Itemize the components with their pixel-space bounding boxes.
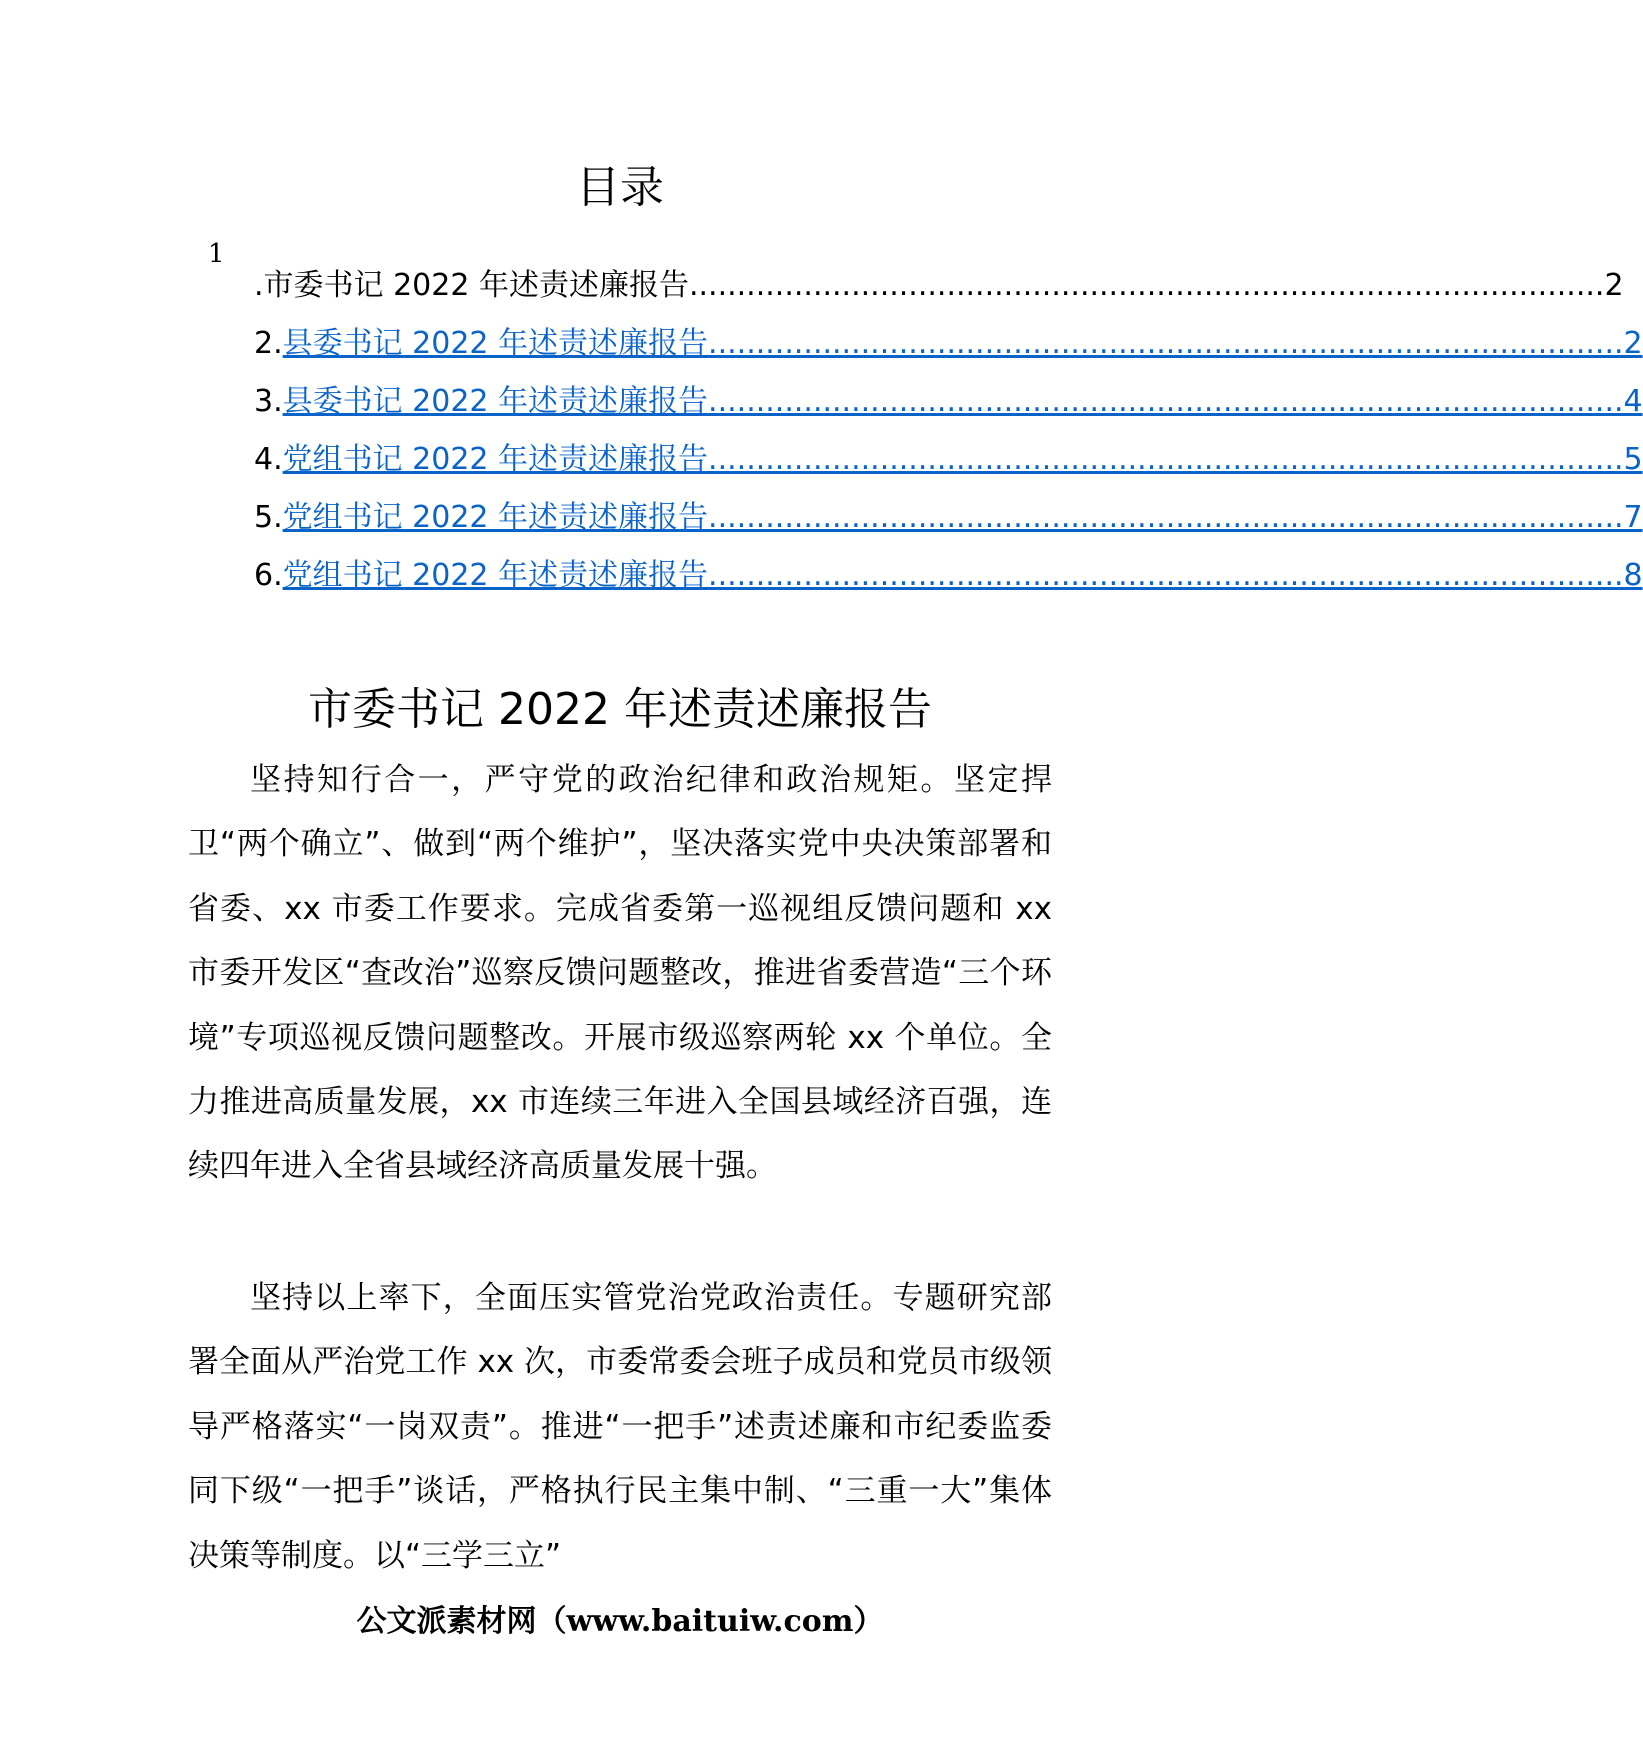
toc-entry-4[interactable]	[254, 438, 1643, 482]
toc-entry-text: .市委书记 2022 年述责述廉报告	[254, 268, 689, 303]
toc-leader-dots: ................................................................................................	[708, 500, 1624, 535]
toc-entry-number: 3.	[254, 384, 283, 419]
toc-entry-6[interactable]	[254, 554, 1643, 598]
toc-entry-page[interactable]: 8	[1623, 558, 1643, 593]
body-paragraph-1: 坚持知行合一，严守党的政治纪律和政治规矩。坚定捍卫“两个确立”、做到“两个维护”，坚决落实党中央决策部署和省委、xx 市委工作要求。完成省委第一巡视组反馈问题和 xx 市委开发区“查改治”巡察反馈问题整改，推进省委营造“三个环境”专项巡视反馈问题整改。开展市级巡察两轮 xx 个单位。全力推进高质量发展，xx 市连续三年进入全国县域经济百强，连续四年进入全省县域经济高质量发展十强。	[188, 762, 1052, 1185]
toc-leader-dots: ................................................................................................	[708, 558, 1624, 593]
report-title: 市委书记 2022 年述责述廉报告	[308, 684, 932, 735]
toc-entry-page[interactable]: 7	[1623, 500, 1643, 535]
body-paragraph-2: 坚持以上率下，全面压实管党治党政治责任。专题研究部署全面从严治党工作 xx 次，市委常委会班子成员和党员市级领导严格落实“一岗双责”。推进“一把手”述责述廉和市纪委监委同下级“一把手”谈话，严格执行民主集中制、“三重一大”集体决策等制度。以“三学三立”	[188, 1280, 1052, 1574]
toc-leader-dots: ................................................................................................	[688, 268, 1605, 303]
toc-entry-page: 2	[1604, 268, 1624, 303]
toc-entry-link-text[interactable]: 党组书记 2022 年述责述廉报告	[282, 442, 709, 477]
toc-entry-number: 4.	[254, 442, 283, 477]
toc-leader-dots: ................................................................................................	[708, 326, 1624, 361]
toc-entry-2[interactable]	[254, 322, 1643, 366]
toc-entry-1[interactable]	[254, 264, 1624, 308]
toc-title: 目录	[576, 162, 664, 213]
toc-entry-page[interactable]: 5	[1623, 442, 1643, 477]
toc-entry-number: 2.	[254, 326, 283, 361]
toc-entry-number: 5.	[254, 500, 283, 535]
toc-entry-5[interactable]	[254, 496, 1643, 540]
toc-leader-dots: ................................................................................................	[708, 384, 1624, 419]
toc-entry-link-text[interactable]: 党组书记 2022 年述责述廉报告	[282, 558, 709, 593]
toc-entry-link-text[interactable]: 县委书记 2022 年述责述廉报告	[282, 384, 709, 419]
toc-entry-link-text[interactable]: 党组书记 2022 年述责述廉报告	[282, 500, 709, 535]
toc-entry-page[interactable]: 2	[1623, 326, 1643, 361]
footer-watermark: 公文派素材网（www.baituiw.com）	[356, 1604, 884, 1639]
toc-entry-number: 6.	[254, 558, 283, 593]
toc-entry-link-text[interactable]: 县委书记 2022 年述责述廉报告	[282, 326, 709, 361]
toc-level-number: 1	[208, 239, 225, 269]
toc-entry-page[interactable]: 4	[1623, 384, 1643, 419]
toc-leader-dots: ................................................................................................	[708, 442, 1624, 477]
toc-entry-3[interactable]	[254, 380, 1643, 424]
